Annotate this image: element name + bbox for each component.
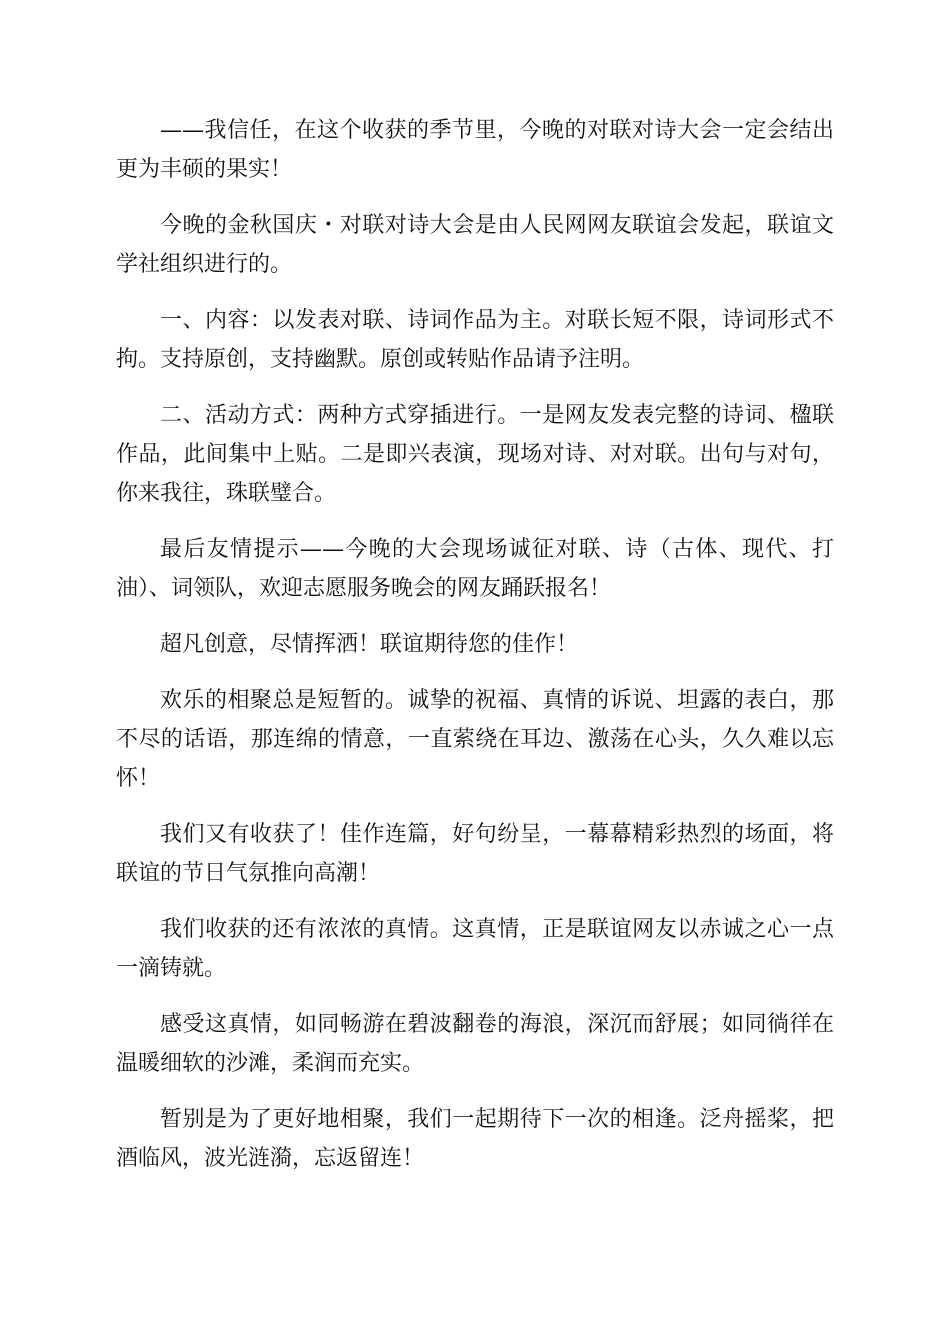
paragraph-11: 暂别是为了更好地相聚，我们一起期待下一次的相逢。泛舟摇桨，把酒临风，波光涟漪，忘返留连！ <box>116 1107 834 1171</box>
paragraph-3: 一、内容：以发表对联、诗词作品为主。对联长短不限，诗词形式不拘。支持原创，支持幽默。原创或转贴作品请予注明。 <box>116 308 834 372</box>
paragraph-9: 我们收获的还有浓浓的真情。这真情，正是联谊网友以赤诚之心一点一滴铸就。 <box>116 917 834 981</box>
paragraph-8: 我们又有收获了！佳作连篇，好句纷呈，一幕幕精彩热烈的场面，将联谊的节日气氛推向高潮！ <box>116 822 834 886</box>
paragraph-6: 超凡创意，尽情挥洒！联谊期待您的佳作！ <box>160 632 579 657</box>
paragraph-4: 二、活动方式：两种方式穿插进行。一是网友发表完整的诗词、楹联作品，此间集中上贴。二是即兴表演，现场对诗、对对联。出句与对句，你来我往，珠联璧合。 <box>116 403 834 506</box>
paragraph-2: 今晚的金秋国庆・对联对诗大会是由人民网网友联谊会发起，联谊文学社组织进行的。 <box>116 213 834 277</box>
document-body <box>116 111 834 1195</box>
paragraph-10: 感受这真情，如同畅游在碧波翻卷的海浪，深沉而舒展；如同徜徉在温暖细软的沙滩，柔润而充实。 <box>116 1012 834 1076</box>
paragraph-5: 最后友情提示——今晚的大会现场诚征对联、诗（古体、现代、打油）、词领队，欢迎志愿服务晚会的网友踊跃报名！ <box>116 537 834 601</box>
paragraph-1: ——我信任，在这个收获的季节里，今晚的对联对诗大会一定会结出更为丰硕的果实！ <box>116 118 834 182</box>
paragraph-7: 欢乐的相聚总是短暂的。诚挚的祝福、真情的诉说、坦露的表白，那不尽的话语，那连绵的情意，一直萦绕在耳边、激荡在心头，久久难以忘怀！ <box>116 688 834 791</box>
